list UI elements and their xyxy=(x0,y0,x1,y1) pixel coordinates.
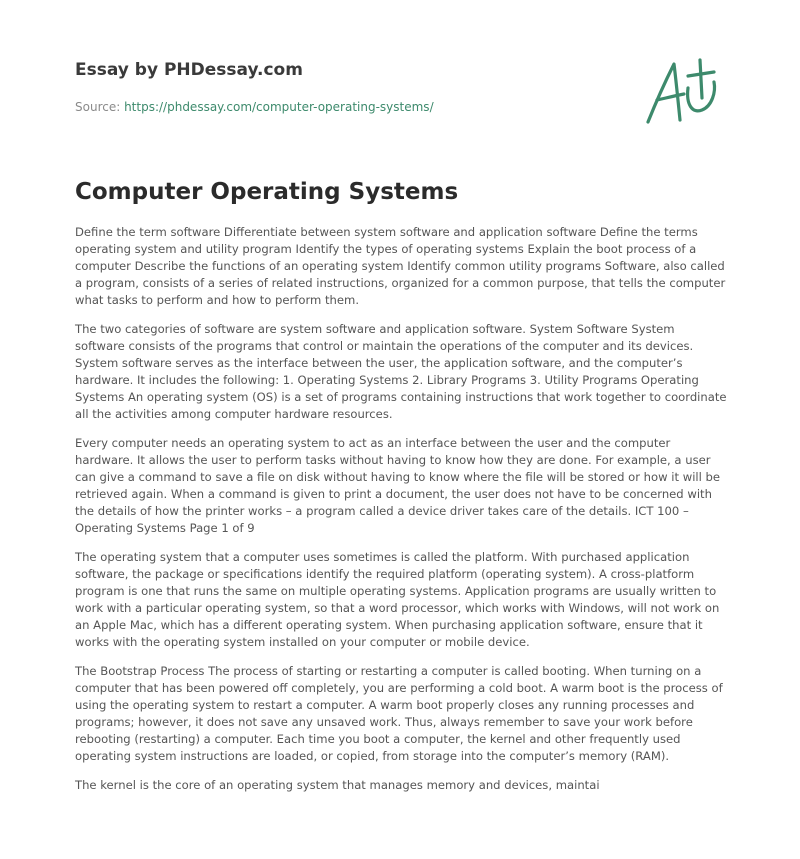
paragraph: The kernel is the core of an operating system that manages memory and devices, maintai xyxy=(75,778,600,792)
paragraph: The operating system that a computer uses sometimes is called the platform. With purchased application software, the package or specifications identify the required platform (operating system). A cross-platform program is one that runs the same on multiple operating systems. Application programs are usually written to work with a particular operating system, so that a word processor, which works with Windows, will not work on an Apple Mac, which has a different operating system. When purchasing application software, ensure that it works with the operating system installed on your computer or mobile device. xyxy=(75,550,720,649)
source-link[interactable]: https://phdessay.com/computer-operating-systems/ xyxy=(124,100,434,114)
paragraph: The two categories of software are system software and application software. System Software System software consists of the programs that control or maintain the operations of the computer and its devices. System software serves as the interface between the user, the application software, and the computer’s hardware. It includes the following: 1. Operating Systems 2. Library Programs 3. Utility Programs Operating Systems An operating system (OS) is a set of programs containing instructions that work together to coordinate all the activities among computer hardware resources. xyxy=(75,322,727,421)
source-line xyxy=(75,98,635,116)
source-label: Source: xyxy=(75,100,125,114)
a-plus-logo-icon xyxy=(640,52,730,132)
paragraph: Define the term software Differentiate between system software and application software Define the terms operating system and utility program Identify the types of operating systems Explain the boot process of a computer Describe the functions of an operating system Identify common utility programs Software, also called a program, consists of a series of related instructions, organized for a common purpose, that tells the computer what tasks to perform and how to perform them. xyxy=(75,225,726,307)
article-title: Computer Operating Systems xyxy=(75,179,459,205)
paragraph: The Bootstrap Process The process of starting or restarting a computer is called booting. When turning on a computer that has been powered off completely, you are performing a cold boot. A warm boot is the process of using the operating system to restart a computer. A warm boot properly closes any running processes and programs; however, it does not save any unsaved work. Thus, always remember to save your work before rebooting (restarting) a computer. Each time you boot a computer, the kernel and other frequently used operating system instructions are loaded, or copied, from storage into the computer’s memory (RAM). xyxy=(75,664,723,763)
article-body xyxy=(75,224,727,806)
paragraph: Every computer needs an operating system to act as an interface between the user and the computer hardware. It allows the user to perform tasks without having to know how they are done. For example, a user can give a command to save a file on disk without having to know where the file will be stored or how it will be retrieved again. When a command is given to print a document, the user does not have to be concerned with the details of how the printer works – a program called a device driver takes care of the details. ICT 100 – Operating Systems Page 1 of 9 xyxy=(75,436,721,535)
site-name: Essay by PHDessay.com xyxy=(75,60,303,80)
page-header xyxy=(75,58,635,116)
